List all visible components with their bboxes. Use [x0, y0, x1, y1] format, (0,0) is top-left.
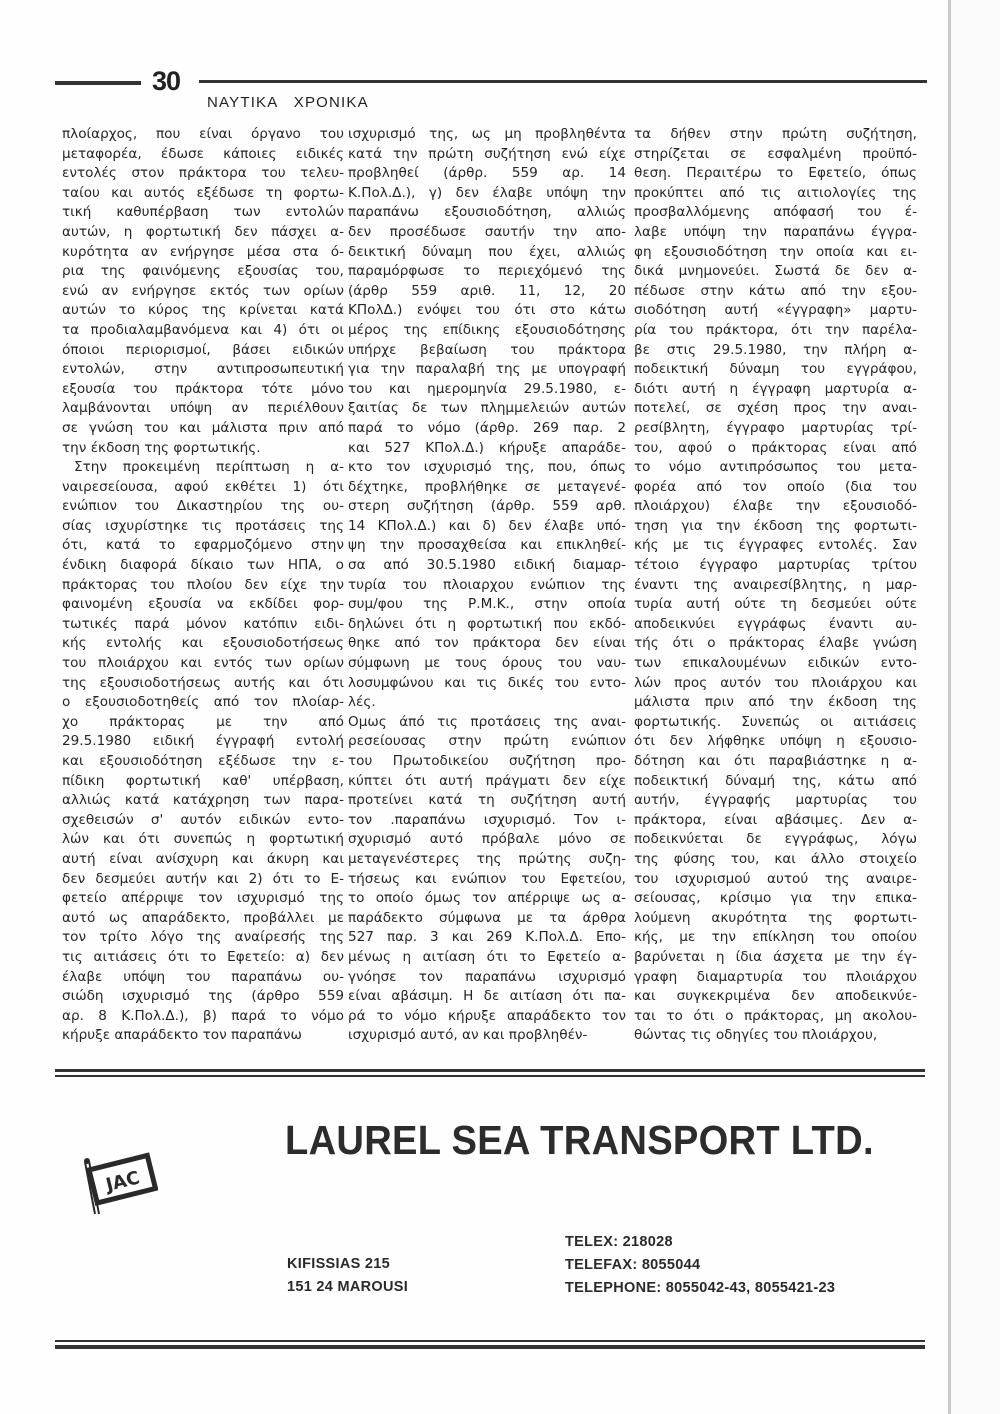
- article-line: προκύπτει από τις αιτιολογίες της: [634, 184, 917, 201]
- article-line: ποδεικτική δύναμή της, κάτω από: [634, 772, 917, 789]
- article-line: λές.: [348, 694, 376, 711]
- article-line: και εξουσιοδότηση εξέδωσε την ε-: [62, 753, 344, 769]
- article-line: λούμενη ακυρότητα της φορτωτι-: [634, 909, 917, 926]
- article-line: δεικτική δύναμη που έχει, αλλιώς: [348, 243, 626, 260]
- article-line: είναι αβάσιμη. Η δε αιτίαση ότι πα-: [348, 988, 626, 1005]
- article-line: παραπάνω εξουσιοδότηση, αλλιώς: [348, 204, 626, 221]
- article-line: ται το ότι ο πράκτορας, μη ακολου-: [634, 1007, 917, 1024]
- article-line: σίας ισχυρίστηκε τις προτάσεις της: [62, 517, 344, 534]
- article-line: τυρία του πλοιαρχου ενώπιον της: [348, 576, 626, 593]
- article-line: (άρθρ 559 αριθ. 11, 12, 20: [348, 282, 626, 299]
- article-line: βαρύνεται η ίδια άσχετα με την έγ-: [634, 948, 917, 965]
- article-line: προτείνει κατά τη συζήτηση αυτή: [348, 792, 626, 809]
- article-line: και συγκεκριμένα δεν αποδεικνύε-: [634, 988, 917, 1005]
- ad-bottom-rule-thin: [55, 1340, 925, 1342]
- article-line: έλαβε υπόψη του παραπάνω ου-: [62, 968, 344, 985]
- article-line: πίδικη φορτωτική καθ' υπέρβαση,: [62, 772, 344, 789]
- article-line: το οποίο όμως τον απέρριψε ως α-: [348, 890, 626, 907]
- article-line: δηλώνει ότι η φορτωτική που εκδό-: [348, 615, 626, 632]
- telefax-number: TELEFAX: 8055044: [565, 1257, 701, 1273]
- article-line: την έκδοση της φορτωτικής.: [62, 439, 261, 456]
- article-line: τα προδιαλαμβανόμενα και 4) ότι οι: [62, 321, 344, 338]
- article-line: βε στις 29.5.1980, την πλήρη α-: [634, 341, 917, 358]
- header-right-rule: [199, 80, 927, 83]
- article-line: τηση για την έκδοση της φορτωτι-: [634, 517, 917, 534]
- article-line: του Πρωτοδικείου συζήτηση προ-: [348, 753, 626, 769]
- page-number: 30: [152, 66, 181, 96]
- article-line: θώντας τις οδηγίες του πλοιάρχου,: [634, 1027, 878, 1044]
- article-line: στηρίζεται σε εσφαλμένη προϋπό-: [634, 145, 917, 162]
- article-line: γραφη διαμαρτυρία του πλοιάρχου: [634, 968, 917, 985]
- article-line: ΚΠολΔ.) ενόψει του ότι στο κάτω: [348, 302, 626, 319]
- article-line: παραμόρφωσε το περιεχόμενό της: [348, 263, 626, 280]
- article-line: προσβαλλόμενης απόφασή του έ-: [634, 204, 917, 221]
- ad-top-rule-thin: [55, 1075, 925, 1077]
- article-line: τον τρίτο λόγο της αναίρεσής της: [62, 929, 344, 946]
- article-line: λών προς αυτόν του πλοιάρχου και: [634, 674, 917, 691]
- article-line: ισχυρισμό της, ως μη προβληθέντα: [348, 126, 626, 142]
- article-line: χο πράκτορας με την από: [62, 713, 344, 730]
- article-line: 29.5.1980 ειδική έγγραφή εντολή: [62, 733, 344, 750]
- article-line: τυρία αυτή ούτε τη δεσμεύει ούτε: [634, 596, 917, 613]
- article-line: σχεθεισών σ' αυτόν ειδικών εντο-: [62, 811, 344, 828]
- article-line: σιώδη ισχυρισμό της (άρθρο 559: [62, 988, 344, 1005]
- article-line: 14 ΚΠολ.Δ.) και δ) δεν έλαβε υπό-: [348, 517, 626, 534]
- article-line: συμ/φου της Ρ.Μ.Κ., στην οποία: [348, 596, 626, 613]
- article-line: Κ.Πολ.Δ.), γ) δεν έλαβε υπόψη την: [348, 184, 626, 201]
- article-line: σείουσας, κρίσιμο για την επικα-: [634, 890, 917, 907]
- article-line: παράδεκτο σύμφωνα με τα άρθρα: [348, 909, 626, 926]
- article-line: σε γνώση του και μάλιστα πριν από: [62, 419, 344, 436]
- article-line: δεν δεσμεύει αυτήν και 2) ότι το Ε-: [62, 870, 344, 887]
- article-line: και 527 ΚΠολ.Δ.) κήρυξε απαράδε-: [348, 439, 626, 456]
- article-column-2: [348, 125, 626, 1046]
- article-line: ενώ αν ενήργησε εκτός των ορίων: [62, 282, 344, 299]
- article-line: ποτελεί, σε σχέση προς την αναι-: [634, 400, 917, 417]
- article-line: αυτών, η φορτωτική δεν πάσχει α-: [62, 223, 344, 240]
- article-line: παρά το νόμο (άρθρ. 269 παρ. 2: [348, 419, 626, 436]
- article-line: ρεσείουσας στην πρώτη ενώπιον: [348, 733, 626, 750]
- article-line: αυτό ως απαράδεκτο, προβάλλει με: [62, 909, 344, 926]
- article-line: αρ. 8 Κ.Πολ.Δ.), β) παρά το νόμο: [62, 1007, 344, 1024]
- article-line: πέδωσε στην κάτω από την εξου-: [634, 282, 917, 299]
- article-line: θεση. Περαιτέρω το Εφετείο, όπως: [634, 165, 917, 182]
- article-line: αυτών το κύρος της κρίνεται κατά: [62, 302, 344, 319]
- article-line: θηκε από τον πράκτορα δεν είναι: [348, 635, 626, 652]
- article-line: της φύσης του, και άλλο στοιχείο: [634, 850, 917, 867]
- article-line: τής ότι ο πράκτορας έλαβε γνώση: [634, 635, 917, 652]
- article-line: ξαιτίας δε των πλημμελειών αυτών: [348, 400, 626, 417]
- article-line: ποδεικνύεται δε εγγράφως, λόγω: [634, 831, 917, 848]
- article-line: φαινομένη εξουσία να εκδίδει φορ-: [62, 596, 344, 613]
- article-line: αλλιώς κατά κατάχρηση των παρα-: [62, 792, 344, 809]
- article-line: ρά το νόμο κήρυξε απαράδεκτο τον: [348, 1007, 626, 1024]
- article-line: των επικαλουμένων ειδικών εντο-: [634, 655, 917, 672]
- article-line: λαβε υπόψη την παραπάνω έγγρα-: [634, 223, 917, 240]
- article-line: ρία του πράκτορα, ότι την παρέλα-: [634, 321, 917, 338]
- article-line: τωτικές παρά μόνον κατόπιν ειδι-: [62, 615, 344, 632]
- article-line: του ισχυρισμού αυτού της αναιρε-: [634, 870, 917, 887]
- article-line: δότηση και ότι παραβιάστηκε η α-: [634, 753, 917, 769]
- article-line: ποδεικτική δύναμη του εγγράφου,: [634, 361, 917, 378]
- article-line: ο εξουσιοδοτηθείς από τον πλοίαρ-: [62, 694, 344, 711]
- article-line: δικά μνημονεύει. Σωστά δε δεν α-: [634, 263, 917, 280]
- article-line: στερη συζήτηση (άρθρ. 559 αρθ.: [348, 498, 626, 515]
- header-left-rule: [55, 81, 141, 85]
- article-line: λοσυμφώνου και τις δικές του εντο-: [348, 674, 626, 691]
- article-line: αυτήν, έγγραφής μαρτυρίας του: [634, 792, 917, 809]
- svg-text:JAC: JAC: [103, 1167, 142, 1196]
- article-line: κυρότητα αν ενήργησε μέσα στα ό-: [62, 243, 344, 260]
- article-line: μεταφορέα, έδωσε κάποιες ειδικές: [62, 145, 344, 162]
- article-line: πλοίαρχος, που είναι όργανο του: [62, 126, 344, 142]
- article-line: του και ημερομηνία 29.5.1980, ε-: [348, 380, 626, 397]
- article-line: κής με τις έγγραφες εντολές. Σαν: [634, 537, 917, 554]
- telex-number: TELEX: 218028: [565, 1234, 673, 1250]
- article-line: του, αφού ο πράκτορας είναι από: [634, 439, 917, 456]
- article-line: ταίου και αυτός εξέδωσε τη φορτω-: [62, 184, 344, 201]
- article-line: Ομως άπό τις προτάσεις της αναι-: [348, 713, 626, 730]
- jac-flag-logo-icon: [78, 1148, 158, 1218]
- article-line: εντολές στον πράκτορα του τελευ-: [62, 165, 344, 182]
- article-column-1: [62, 125, 344, 1046]
- article-line: ότι δεν λήφθηκε υπόψη η εξουσιο-: [634, 733, 917, 750]
- article-line: δεν προσέδωσε σαυτήν την απο-: [348, 223, 626, 240]
- article-line: αποδεικνύει εγγράφως έναντι αυ-: [634, 615, 917, 632]
- article-line: όποιοι περιορισμοί, βάσει ειδικών: [62, 341, 344, 358]
- article-line: φη εξουσιοδότηση την οποία και ει-: [634, 243, 917, 260]
- article-line: τική καθυπέρβαση των εντολών: [62, 204, 344, 221]
- article-line: ισχυρισμό αυτό, αν και προβληθέν-: [348, 1027, 588, 1044]
- article-line: γνόησε τον παραπάνω ισχυρισμό: [348, 968, 626, 985]
- article-line: τα δήθεν στην πρώτη συζήτηση,: [634, 126, 917, 142]
- article-line: πράκτορας του πλοίου δεν είχε την: [62, 576, 344, 593]
- article-line: σύμφωνη με τους όρους του ναυ-: [348, 655, 626, 672]
- ad-top-rule: [55, 1069, 925, 1072]
- article-line: το νόμο αντιπρόσωπος του μετα-: [634, 459, 917, 476]
- address-street: KIFISSIAS 215: [287, 1256, 391, 1272]
- article-line: κής, με την επίκληση του οποίου: [634, 929, 917, 946]
- article-line: τις αιτιάσεις ότι το Εφετείο: α) δεν: [62, 948, 344, 965]
- article-line: τέτοιο έγγραφο μαρτυρίας τρίτου: [634, 557, 917, 574]
- article-line: έναντι της αναιρεσίβλητης, η μαρ-: [634, 576, 917, 593]
- article-line: κύπτει ότι αυτή πράγματι δεν είχε: [348, 772, 626, 789]
- article-line: για την παραλαβή της με υπογραφή: [348, 361, 626, 378]
- article-line: δέχτηκε, προβλήθηκε σε μεταγενέ-: [348, 478, 626, 495]
- article-line: 527 παρ. 3 και 269 Κ.Πολ.Δ. Επο-: [348, 929, 626, 946]
- article-line: ναιρεσείουσα, αφού εκθέτει 1) ότι: [62, 478, 344, 495]
- article-line: ψη την προσαχθείσα και επικληθεί-: [348, 537, 626, 554]
- article-line: σα από 30.5.1980 ειδική διαμαρ-: [348, 557, 626, 574]
- address-city: 151 24 MAROUSI: [287, 1279, 409, 1295]
- company-name: LAUREL SEA TRANSPORT LTD.: [285, 1117, 874, 1163]
- magazine-title: ΝΑΥΤΙΚΑ ΧΡΟΝΙΚΑ: [207, 94, 369, 111]
- article-line: τον .παραπάνω ισχυρισμό. Τον ι-: [348, 811, 626, 828]
- article-line: υπήρχε βεβαίωση του πράκτορα: [348, 341, 626, 358]
- article-line: ρεσίβλητη, έγγραφο μαρτυρίας τρί-: [634, 419, 917, 436]
- article-line: λαμβάνονται υπόψη αν περιέλθουν: [62, 400, 344, 417]
- article-line: φετείο απέρριψε τον ισχυρισμό της: [62, 890, 344, 907]
- article-line: διότι αυτή η έγγραφη μαρτυρία α-: [634, 380, 917, 397]
- article-line: ότι, κατά το εφαρμοζόμενο στην: [62, 537, 344, 554]
- article-line: εντολών, στην αντιπροσωπευτική: [62, 361, 344, 378]
- article-line: μένως η αιτίαση ότι το Εφετείο α-: [348, 948, 626, 965]
- article-line: ένδικη διαφορά δίκαιο των ΗΠΑ, ο: [62, 557, 344, 574]
- scan-margin: [951, 0, 1000, 1414]
- article-line: μέρος της επίδικης εξουσιοδότησης: [348, 321, 626, 338]
- article-line: κής εντολής και εξουσιοδοτήσεως: [62, 635, 344, 652]
- article-line: Στην προκειμένη περίπτωση η α-: [74, 459, 344, 476]
- article-line: κτο τον ισχυρισμό της, που, όπως: [348, 459, 626, 476]
- article-line: κατά την πρώτη συζήτηση ενώ είχε: [348, 145, 626, 162]
- article-line: σιοδότηση αυτή «έγγραφη» μαρτυ-: [634, 302, 917, 319]
- company-address: [287, 1253, 408, 1299]
- article-line: τήσεως και ενώπιον του Εφετείου,: [348, 870, 626, 887]
- article-line: προβληθεί (άρθρ. 559 αρ. 14: [348, 165, 626, 182]
- article-line: φορτωτικής. Συνεπώς οι αιτιάσεις: [634, 713, 917, 730]
- article-line: της εξουσιοδοτήσεως αυτής και ότι: [62, 674, 344, 691]
- article-line: φορέα από τον οποίο (δια του: [634, 478, 917, 495]
- article-line: του πλοιάρχου και εντός των ορίων: [62, 655, 344, 672]
- article-line: μάλιστα πριν από την έκδοση της: [634, 694, 917, 711]
- article-line: ρια της φαινόμενης εξουσίας του,: [62, 263, 344, 280]
- article-line: μεταγενέστερες της πρώτης συζη-: [348, 850, 626, 867]
- article-line: πράκτορα, είναι αβάσιμες. Δεν α-: [634, 811, 917, 828]
- article-line: λών και ότι συνεπώς η φορτωτική: [62, 831, 344, 848]
- article-line: ενώπιον του Δικαστηρίου της ου-: [62, 498, 344, 515]
- article-line: κήρυξε απαράδεκτο τον παραπάνω: [62, 1027, 302, 1044]
- telephone-numbers: TELEPHONE: 8055042-43, 8055421-23: [565, 1280, 836, 1296]
- ad-bottom-rule: [55, 1345, 925, 1349]
- article-line: σχυρισμό αυτό πρόβαλε μόνο σε: [348, 831, 626, 848]
- article-line: πλοιάρχου) έλαβε την εξουσιοδό-: [634, 498, 917, 515]
- article-line: εξουσία του πράκτορα τότε μόνο: [62, 380, 344, 397]
- article-column-3: [634, 125, 917, 1046]
- company-contacts: [565, 1231, 835, 1300]
- article-line: αυτή είναι ανίσχυρη και άκυρη και: [62, 850, 344, 867]
